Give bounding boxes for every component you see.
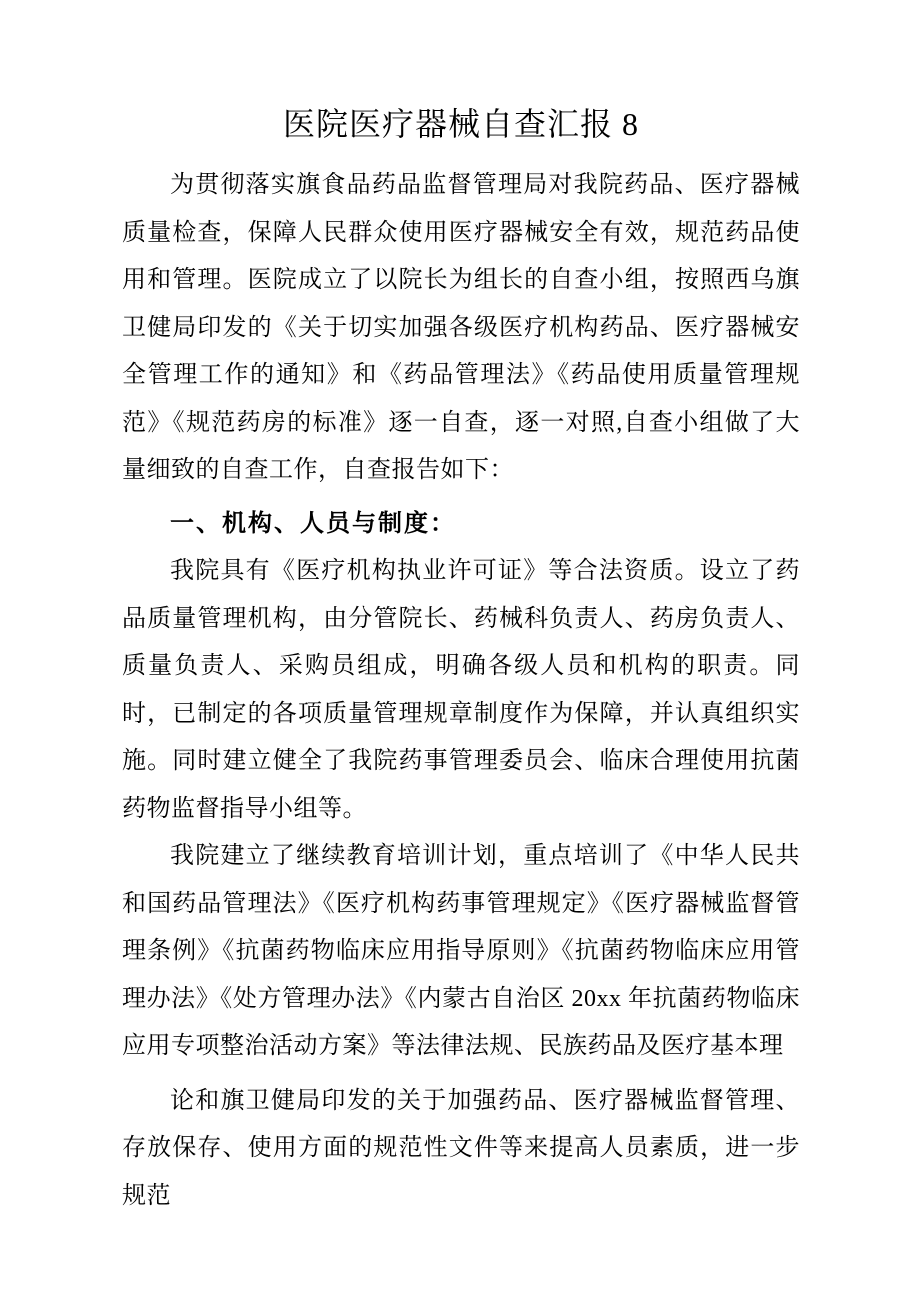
document-title: 医院医疗器械自查汇报 8 bbox=[282, 106, 639, 142]
paragraph-qualifications: 我院具有《医疗机构执业许可证》等合法资质。设立了药品质量管理机构，由分管院长、药械科负责人、药房负责人、质量负责人、采购员组成，明确各级人员和机构的职责。同时，已制定的各项质量管理规章制度作为保障，并认真组织实施。同时建立健全了我院药事管理委员会、临床合理使用抗菌药物监督指导小组等。 bbox=[122, 558, 800, 822]
paragraph-training: 我院建立了继续教育培训计划，重点培训了《中华人民共和国药品管理法》《医疗机构药事管理规定》《医疗器械监督管理条例》《抗菌药物临床应用指导原则》《抗菌药物临床应用管理办法》《处方管理办法》《内蒙古自治区 20xx 年抗菌药物临床应用专项整治活动方案》等法律法规、民族药品及医疗基本理 bbox=[122, 843, 800, 1059]
section-heading-1: 一、机构、人员与制度： bbox=[170, 510, 456, 537]
paragraph-training-continued: 论和旗卫健局印发的关于加强药品、医疗器械监督管理、存放保存、使用方面的规范性文件等来提高人员素质，进一步规范 bbox=[122, 1087, 800, 1209]
paragraph-intro: 为贯彻落实旗食品药品监督管理局对我院药品、医疗器械质量检查，保障人民群众使用医疗器械安全有效，规范药品使用和管理。医院成立了以院长为组长的自查小组，按照西乌旗卫健局印发的《关于切实加强各级医疗机构药品、医疗器械安全管理工作的通知》和《药品管理法》《药品使用质量管理规范》《规范药房的标准》逐一自查，逐一对照,自查小组做了大量细致的自查工作，自查报告如下： bbox=[122, 172, 800, 483]
